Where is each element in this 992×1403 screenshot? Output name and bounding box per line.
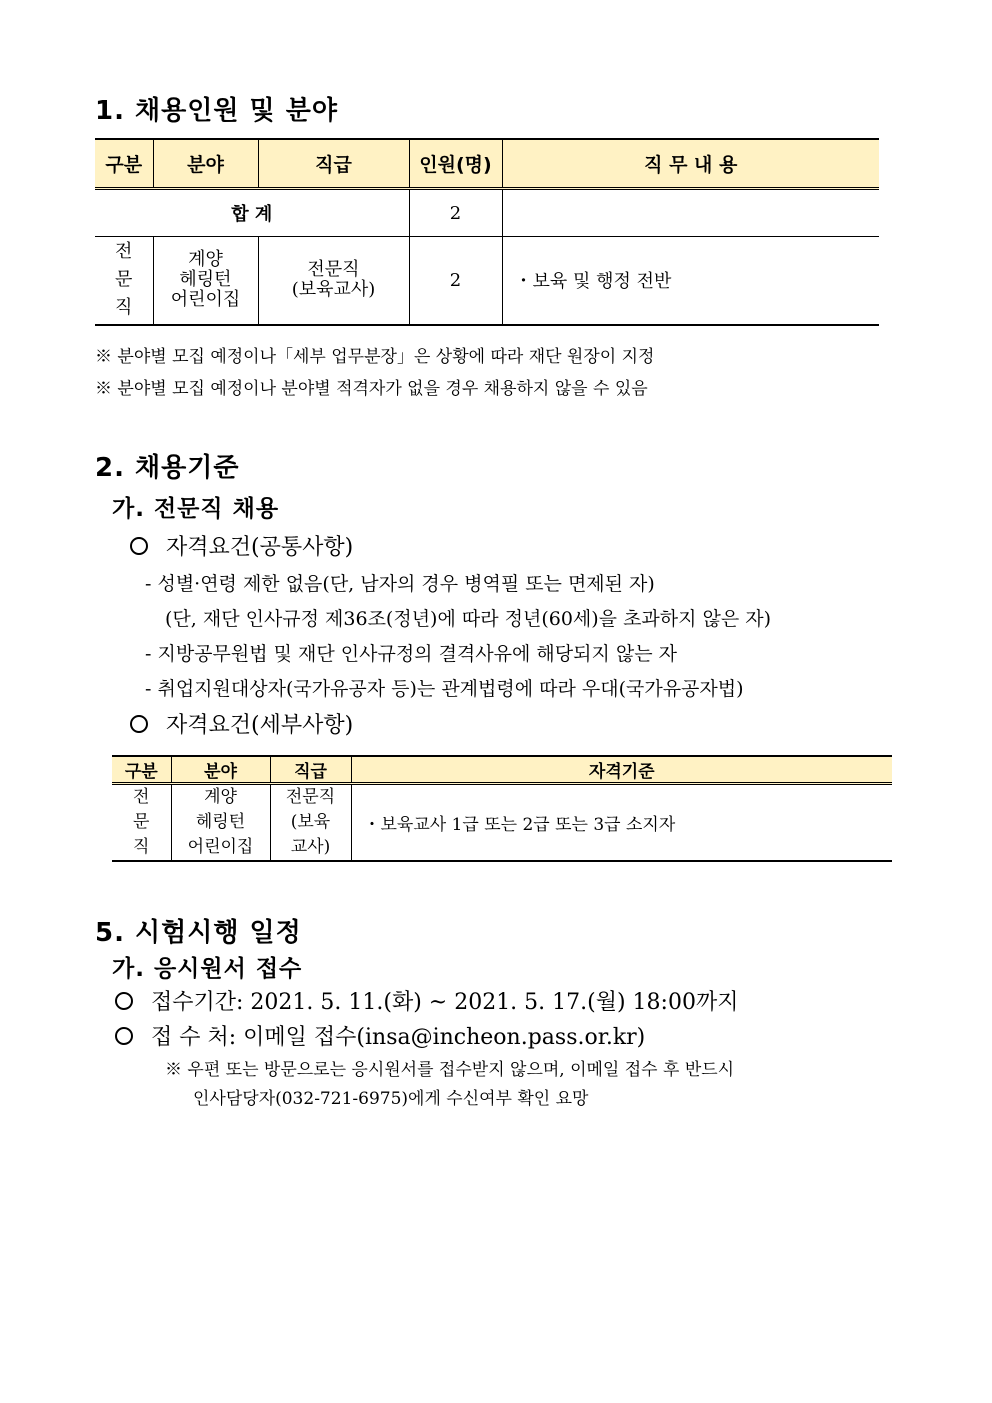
row-grade: [258, 237, 409, 325]
circle-bullet-icon: [115, 1027, 133, 1045]
header-category: 구분: [112, 756, 171, 784]
schedule-item: [115, 985, 738, 1016]
table-header-row: [112, 756, 892, 784]
header-grade: 직급: [270, 756, 351, 784]
common-item: - 성별·연령 제한 없음(단, 남자의 경우 병역필 또는 면제된 자): [145, 573, 655, 595]
header-category: 구분: [95, 139, 153, 189]
schedule-item: [115, 1020, 645, 1051]
total-count: 2: [409, 189, 502, 237]
section5-subtitle: 가. 응시원서 접수: [112, 956, 303, 982]
category-char: 문: [115, 269, 133, 291]
common-item: - 취업지원대상자(국가유공자 등)는 관계법령에 따라 우대(국가유공자법): [145, 678, 744, 700]
row-field: [153, 237, 258, 325]
total-duty: [502, 189, 879, 237]
field-line: 계양: [188, 249, 223, 271]
row-field: [171, 784, 270, 862]
detail-heading-text: 자격요건(세부사항): [166, 713, 354, 738]
circle-bullet-icon: [130, 537, 148, 555]
section2-title: 2. 채용기준: [95, 453, 240, 483]
table-header-row: [95, 139, 879, 189]
row-count: 2: [409, 237, 502, 325]
category-char: 전: [133, 787, 150, 807]
grade-line: 교사): [290, 837, 331, 857]
schedule-item-text: 접수기간: 2021. 5. 11.(화) ~ 2021. 5. 17.(월) 18:00까지: [151, 990, 739, 1015]
header-field: 분야: [153, 139, 258, 189]
table-row: [95, 237, 879, 325]
grade-line: (보육: [290, 812, 331, 832]
row-grade: [270, 784, 351, 862]
qualification-table: [112, 755, 892, 862]
circle-bullet-icon: [130, 715, 148, 733]
common-item: (단, 재단 인사규정 제36조(정년)에 따라 정년(60세)을 초과하지 않은 자): [165, 608, 772, 630]
total-row: [95, 189, 879, 237]
header-criteria: 자격기준: [351, 756, 892, 784]
category-char: 직: [115, 297, 133, 319]
row-category: [95, 237, 153, 325]
row-category: [112, 784, 171, 862]
common-heading-text: 자격요건(공통사항): [166, 535, 354, 560]
schedule-item-text: 접 수 처: 이메일 접수(insa@incheon.pass.or.kr): [151, 1025, 646, 1050]
common-heading: [130, 530, 353, 561]
row-criteria: ・보육교사 1급 또는 2급 또는 3급 소지자: [351, 784, 892, 862]
field-line: 계양: [204, 787, 237, 807]
category-char: 전: [115, 241, 133, 263]
header-duty: 직 무 내 용: [502, 139, 879, 189]
common-item: - 지방공무원법 및 재단 인사규정의 결격사유에 해당되지 않는 자: [145, 643, 677, 665]
table-row: [112, 784, 892, 862]
note: ※ 우편 또는 방문으로는 응시원서를 접수받지 않으며, 이메일 접수 후 반드시: [165, 1060, 735, 1080]
note: 인사담당자(032-721-6975)에게 수신여부 확인 요망: [193, 1089, 589, 1109]
header-grade: 직급: [258, 139, 409, 189]
field-line: 어린이집: [187, 837, 254, 857]
field-line: 헤링턴: [179, 269, 232, 291]
row-duty: ・보육 및 행정 전반: [502, 237, 879, 325]
grade-line: (보육교사): [291, 279, 376, 301]
staffing-table: [95, 138, 879, 326]
category-char: 문: [133, 812, 150, 832]
category-char: 직: [133, 837, 150, 857]
section1-title: 1. 채용인원 및 분야: [95, 96, 338, 126]
note: ※ 분야별 모집 예정이나「세부 업무분장」은 상황에 따라 재단 원장이 지정: [95, 347, 655, 367]
detail-heading: [130, 708, 353, 739]
section5-title: 5. 시험시행 일정: [95, 918, 302, 948]
note: ※ 분야별 모집 예정이나 분야별 적격자가 없을 경우 채용하지 않을 수 있음: [95, 379, 648, 399]
total-label: 합 계: [231, 204, 273, 225]
grade-line: 전문직: [307, 259, 360, 281]
field-line: 어린이집: [170, 289, 241, 311]
field-line: 헤링턴: [195, 812, 246, 832]
header-field: 분야: [171, 756, 270, 784]
header-count: 인원(명): [409, 139, 502, 189]
section2-subtitle: 가. 전문직 채용: [112, 496, 280, 522]
circle-bullet-icon: [115, 992, 133, 1010]
grade-line: 전문직: [285, 787, 336, 807]
